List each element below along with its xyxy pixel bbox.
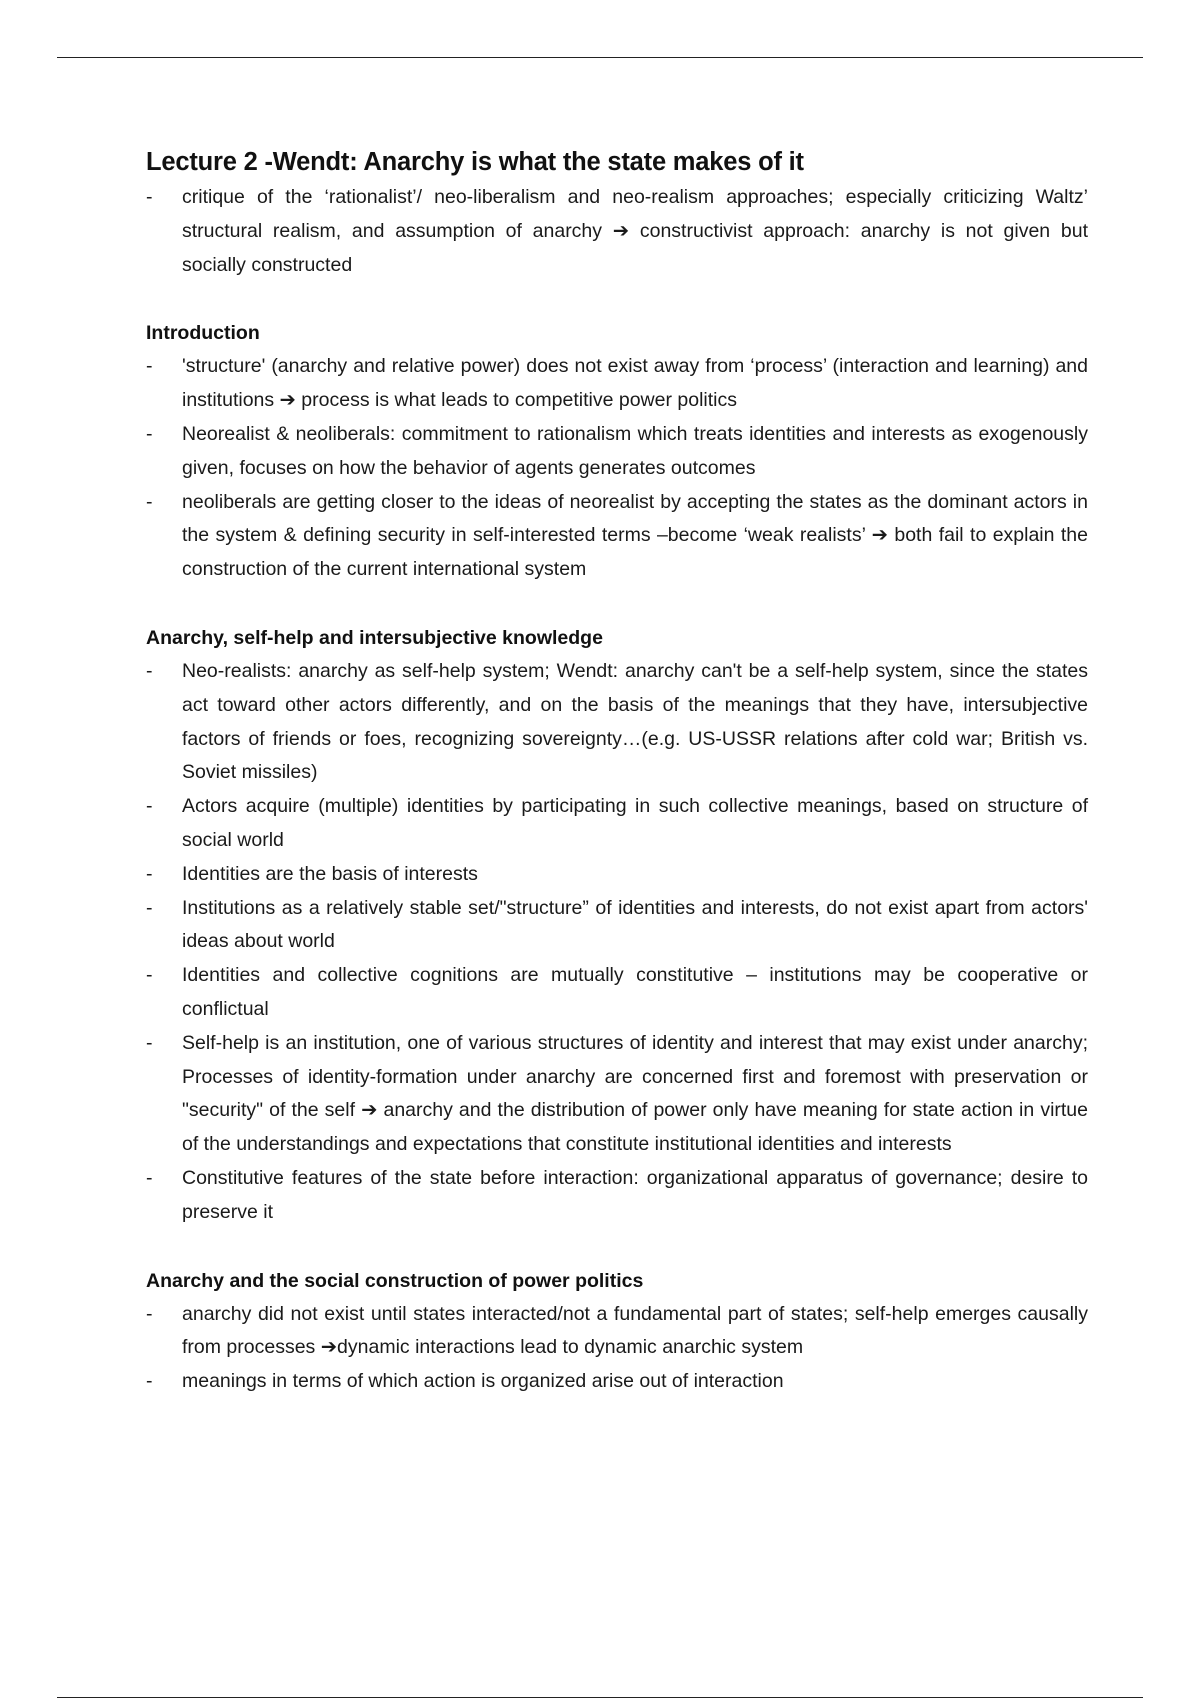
list-item (146, 892, 1088, 960)
section-heading-power-politics: Anarchy and the social construction of power politics (146, 1269, 644, 1292)
list-item (146, 1298, 1088, 1366)
bullet-text: Neorealist & neoliberals: commitment to rationalism which treats identities and interests as exogenously given, focuses on how the behavior of agents generates outcomes (182, 422, 1088, 479)
list-item (146, 1162, 1088, 1230)
bullet-dash: - (146, 964, 153, 987)
bullet-text: neoliberals are getting closer to the ideas of neorealist by accepting the states as the dominant actors in the system & defining security in self-interested terms –become ‘weak realists’ ➔ both fail to explain the construction of the current international system (182, 490, 1088, 581)
spacer (146, 282, 1088, 316)
bullet-dash: - (146, 862, 153, 885)
document-title: Lecture 2 -Wendt: Anarchy is what the state makes of it (146, 148, 804, 176)
footer-rule (57, 1697, 1143, 1698)
list-item (146, 418, 1088, 486)
list-item (146, 181, 1088, 282)
intro-bullet-list (146, 181, 1088, 282)
spacer (146, 587, 1088, 621)
section-heading-introduction: Introduction (146, 322, 260, 345)
bullet-text: critique of the ‘rationalist’/ neo-liberalism and neo-realism approaches; especially criticizing Waltz’ structural realism, and assumption of anarchy ➔ constructivist approach: anarchy is not given but socially constructed (182, 186, 1088, 276)
bullet-dash: - (146, 422, 153, 445)
bullet-dash: - (146, 896, 153, 919)
bullet-dash: - (146, 1031, 153, 1054)
list-item (146, 486, 1088, 587)
document-body (146, 146, 1088, 1399)
bullet-dash: - (146, 186, 153, 208)
bullet-text: Self-help is an institution, one of various structures of identity and interest that may exist under anarchy; Processes of identity-formation under anarchy are concerned first and foremost with preservation or "security" of the self ➔ anarchy and the distribution of power only have meaning for state action in virtue of the understandings and expectations that constitute institutional identities and interests (182, 1031, 1088, 1156)
bullet-text: Neo-realists: anarchy as self-help system; Wendt: anarchy can't be a self-help system, since the states act toward other actors differently, and on the basis of the meanings that they have, intersubjective factors of friends or foes, recognizing sovereignty…(e.g. US-USSR relations after cold war; British vs. Soviet missiles) (182, 659, 1088, 784)
bullet-text: Identities and collective cognitions are mutually constitutive – institutions may be cooperative or conflictual (182, 964, 1088, 1020)
list-item (146, 959, 1088, 1027)
bullet-text: anarchy did not exist until states interacted/not a fundamental part of states; self-help emerges causally from processes ➔dynamic interactions lead to dynamic anarchic system (182, 1302, 1088, 1359)
bullet-text: meanings in terms of which action is organized arise out of interaction (182, 1370, 784, 1393)
list-item (146, 1027, 1088, 1162)
bullet-dash: - (146, 1166, 153, 1189)
list-item (146, 1365, 1088, 1399)
bullet-dash: - (146, 1370, 153, 1393)
bullet-dash: - (146, 1302, 153, 1325)
bullet-dash: - (146, 355, 153, 378)
header-rule (57, 57, 1143, 58)
bullet-text: Institutions as a relatively stable set/"structure” of identities and interests, do not exist apart from actors' ideas about world (182, 896, 1088, 953)
bullet-dash: - (146, 659, 153, 682)
bullet-text: 'structure' (anarchy and relative power) does not exist away from ‘process’ (interaction and learning) and institutions ➔ process is what leads to competitive power politics (182, 355, 1088, 412)
power-politics-bullet-list (146, 1298, 1088, 1399)
bullet-text: Identities are the basis of interests (182, 862, 478, 885)
section-heading-anarchy-self-help: Anarchy, self-help and intersubjective knowledge (146, 626, 603, 649)
spacer (146, 1230, 1088, 1264)
bullet-text: Actors acquire (multiple) identities by participating in such collective meanings, based on structure of social world (182, 795, 1088, 851)
list-item (146, 655, 1088, 790)
introduction-bullet-list (146, 350, 1088, 587)
list-item (146, 790, 1088, 858)
list-item (146, 858, 1088, 892)
bullet-dash: - (146, 795, 153, 818)
list-item (146, 350, 1088, 418)
anarchy-self-help-bullet-list (146, 655, 1088, 1230)
bullet-text: Constitutive features of the state before interaction: organizational apparatus of governance; desire to preserve it (182, 1166, 1088, 1223)
bullet-dash: - (146, 490, 153, 513)
